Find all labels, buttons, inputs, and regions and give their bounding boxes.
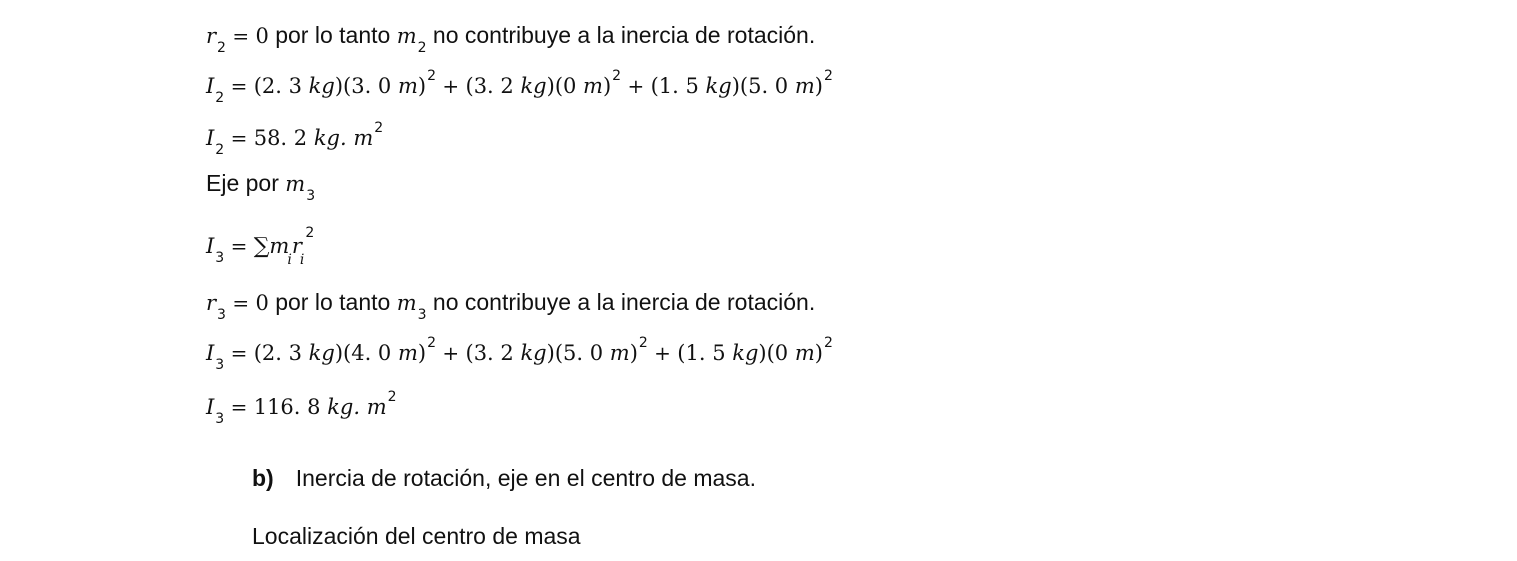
subscript: 2 [217,40,226,56]
superscript: 2 [823,68,833,84]
r2-statement [206,20,815,54]
unit-kg: kg [308,341,335,365]
term-distance: )(3. 0 [334,74,398,98]
subscript-i: i [287,252,292,268]
equals-sign: = [224,341,254,365]
term-close: ) [602,74,612,98]
superscript: 2 [638,335,648,351]
subscript-i: i [299,252,305,268]
subscript: 3 [215,250,225,266]
term-mass: (2. 3 [253,341,309,365]
var-m: m [269,234,290,258]
unit-m: m [609,341,630,365]
equals-sign: = [224,74,254,98]
center-of-mass-subheading [252,521,581,551]
section-b-heading [252,463,756,493]
superscript: 2 [427,335,437,351]
term-mass: (2. 3 [253,74,309,98]
term-close: ) [417,74,427,98]
unit-kg: kg [732,341,759,365]
var-I: I [206,395,215,419]
term-close: ) [629,341,638,365]
subheading-text: Localización del centro de masa [252,523,581,549]
equals-sign: = [224,395,254,419]
term-distance: )(4. 0 [334,341,398,365]
term-distance: )(5. 0 [546,341,610,365]
i2-result-equation [206,122,383,156]
equals-sign: = [224,126,254,150]
statement-text: no contribuye a la inercia de rotación. [426,22,816,48]
var-m: m [285,172,306,196]
subscript: 3 [215,357,225,373]
superscript: 2 [305,225,315,241]
var-m: m [396,291,417,315]
result-unit: kg. m [313,126,374,150]
term-close: ) [417,341,427,365]
term-mass: (1. 5 [677,341,733,365]
superscript: 2 [612,68,622,84]
term-close: ) [814,341,823,365]
i2-expanded-equation [206,70,833,104]
i3-result-equation [206,391,397,425]
value: 0 [255,291,269,315]
unit-m: m [397,341,418,365]
superscript: 2 [427,68,437,84]
i3-expanded-equation [206,337,833,371]
var-I: I [206,126,215,150]
equals-sign: = [225,24,256,48]
statement-text: no contribuye a la inercia de rotación. [426,289,816,315]
unit-m: m [794,341,815,365]
plus-sign: + [436,341,466,365]
term-distance: )(5. 0 [731,74,795,98]
superscript: 2 [387,389,397,405]
term-close: ) [814,74,823,98]
plus-sign: + [647,341,678,365]
value: 0 [255,24,269,48]
unit-kg: kg [520,74,547,98]
term-mass: (1. 5 [650,74,706,98]
section-b-title: Inercia de rotación, eje en el centro de masa. [295,465,756,491]
var-I: I [206,234,215,258]
unit-m: m [397,74,418,98]
statement-text: por lo tanto [268,289,397,315]
section-b-marker: b) [252,465,274,491]
var-I: I [206,74,215,98]
subscript: 3 [215,411,225,427]
result-unit: kg. m [327,395,387,419]
statement-text: por lo tanto [268,22,397,48]
var-I: I [206,341,215,365]
term-mass: (3. 2 [465,74,521,98]
axis-heading-text: Eje por [206,170,286,196]
unit-kg: kg [705,74,732,98]
result-value: 116. 8 [253,395,328,419]
unit-kg: kg [308,74,335,98]
subscript: 3 [417,307,427,323]
plus-sign: + [621,74,651,98]
var-r: r [291,234,302,258]
unit-m: m [583,74,603,98]
unit-kg: kg [520,341,547,365]
subscript: 2 [215,90,225,106]
superscript: 2 [823,335,833,351]
result-value: 58. 2 [253,126,314,150]
equals-sign: = [224,234,254,258]
subscript: 2 [417,40,427,56]
var-m: m [396,24,417,48]
equals-sign: = [225,291,256,315]
unit-m: m [794,74,815,98]
axis-heading [206,168,315,202]
subscript: 2 [215,142,225,158]
subscript: 3 [306,188,316,204]
r3-statement [206,287,815,321]
term-mass: (3. 2 [465,341,521,365]
term-distance: )(0 [758,341,795,365]
i3-sum-equation [206,225,315,268]
var-r: r [206,24,217,48]
plus-sign: + [436,74,466,98]
var-r: r [206,291,217,315]
superscript: 2 [374,120,384,136]
subscript: 3 [217,307,226,323]
term-distance: )(0 [546,74,584,98]
sigma-symbol: ∑ [253,234,270,259]
